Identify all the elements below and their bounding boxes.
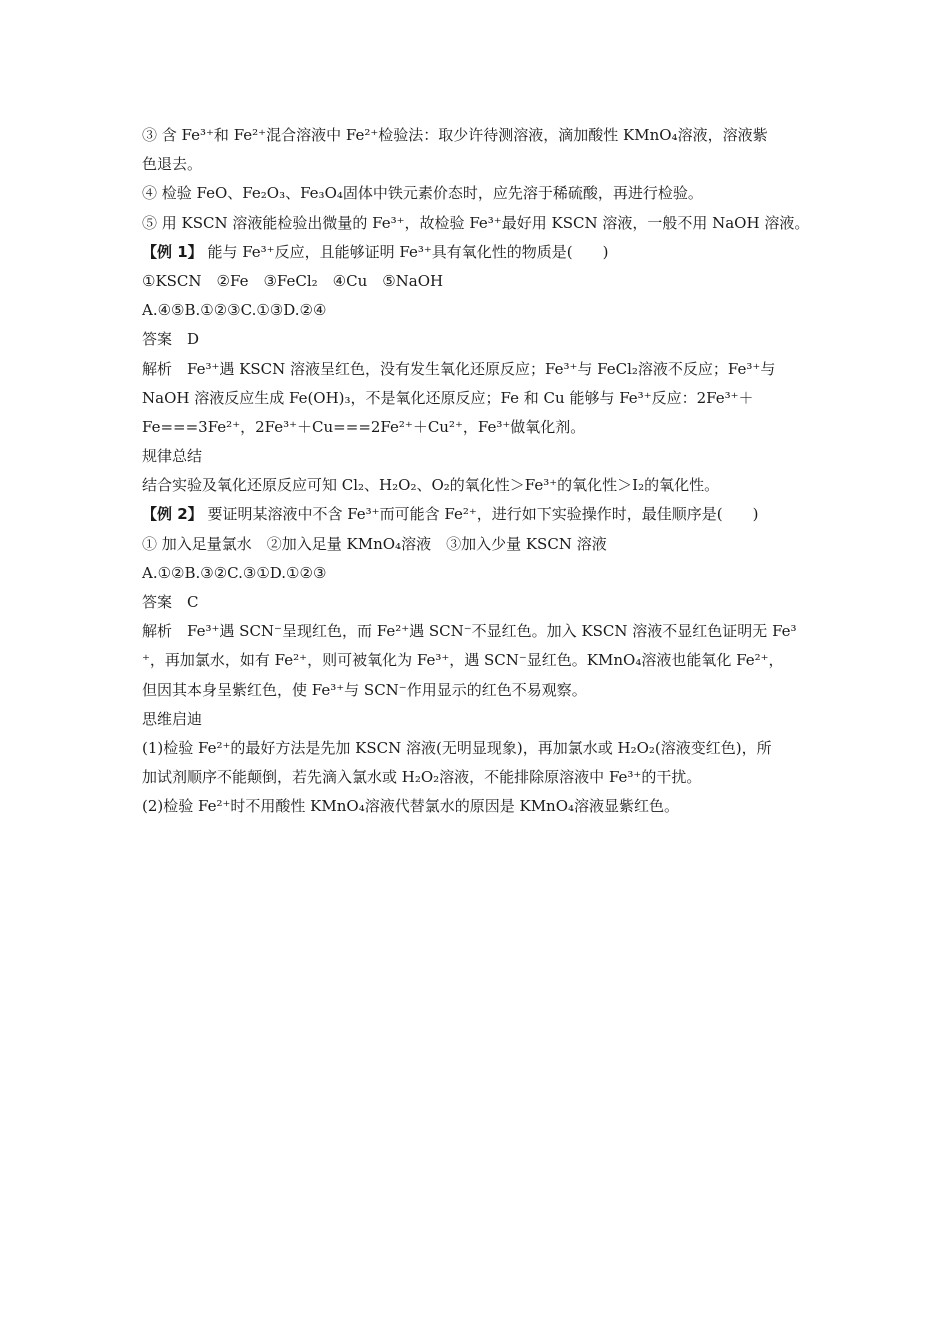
choices-line: A.④⑤B.①②③C.①③D.②④ <box>142 301 327 320</box>
text-line: ③ 含 Fe³⁺和 Fe²⁺混合溶液中 Fe²⁺检验法：取少许待测溶液，滴加酸性 KMnO₄溶液，溶液紫 <box>142 126 768 144</box>
example-1-question <box>142 238 814 267</box>
options-line: ①KSCN ②Fe ③FeCl₂ ④Cu ⑤NaOH <box>142 271 444 290</box>
question-text: 要证明某溶液中不含 Fe³⁺而可能含 Fe²⁺，进行如下实验操作时，最佳顺序是( ) <box>202 505 759 524</box>
example-2-question <box>142 500 814 529</box>
text-line: 结合实验及氧化还原反应可知 Cl₂、H₂O₂、O₂的氧化性＞Fe³⁺的氧化性＞I₂的氧化性。 <box>142 476 720 495</box>
explanation-line: 但因其本身呈紫红色，使 Fe³⁺与 SCN⁻作用显示的红色不易观察。 <box>142 680 587 699</box>
text-line: 色退去。 <box>142 155 203 174</box>
example-label: 【例 2】 <box>142 505 203 524</box>
answer-line: 答案 D <box>142 330 200 349</box>
example-label: 【例 1】 <box>142 242 203 261</box>
text-line: ④ 检验 FeO、Fe₂O₃、Fe₃O₄固体中铁元素价态时，应先溶于稀硫酸，再进行检验。 <box>142 184 703 203</box>
options-line: ① 加入足量氯水 ②加入足量 KMnO₄溶液 ③加入少量 KSCN 溶液 <box>142 534 607 553</box>
section-heading: 思维启迪 <box>142 709 203 728</box>
explanation-line: 解析 Fe³⁺遇 SCN⁻呈现红色，而 Fe²⁺遇 SCN⁻不显红色。加入 KSCN 溶液不显红色证明无 Fe³ <box>142 622 797 641</box>
explanation-line: ⁺，再加氯水，如有 Fe²⁺，则可被氧化为 Fe³⁺，遇 SCN⁻显红色。KMnO₄溶液也能氧化 Fe²⁺， <box>142 651 784 670</box>
text-line: ⑤ 用 KSCN 溶液能检验出微量的 Fe³⁺，故检验 Fe³⁺最好用 KSCN 溶液，一般不用 NaOH 溶液。 <box>142 213 810 232</box>
explanation-line: 解析 Fe³⁺遇 KSCN 溶液呈红色，没有发生氧化还原反应；Fe³⁺与 FeCl₂溶液不反应；Fe³⁺与 <box>142 359 776 378</box>
explanation-line: NaOH 溶液反应生成 Fe(OH)₃，不是氧化还原反应；Fe 和 Cu 能够与 Fe³⁺反应：2Fe³⁺＋ <box>142 388 754 407</box>
choices-line: A.①②B.③②C.③①D.①②③ <box>142 563 327 582</box>
section-heading: 规律总结 <box>142 447 203 466</box>
text-line: (2)检验 Fe²⁺时不用酸性 KMnO₄溶液代替氯水的原因是 KMnO₄溶液显紫红色。 <box>142 797 680 816</box>
text-line: 加试剂顺序不能颠倒，若先滴入氯水或 H₂O₂溶液，不能排除原溶液中 Fe³⁺的干扰。 <box>142 768 702 787</box>
answer-line: 答案 C <box>142 593 199 611</box>
question-text: 能与 Fe³⁺反应，且能够证明 Fe³⁺具有氧化性的物质是( ) <box>202 242 609 261</box>
document-body <box>142 121 814 822</box>
explanation-line: Fe===3Fe²⁺，2Fe³⁺＋Cu===2Fe²⁺＋Cu²⁺，Fe³⁺做氧化剂。 <box>142 417 586 436</box>
text-line: (1)检验 Fe²⁺的最好方法是先加 KSCN 溶液(无明显现象)，再加氯水或 H₂O₂(溶液变红色)，所 <box>142 738 772 757</box>
